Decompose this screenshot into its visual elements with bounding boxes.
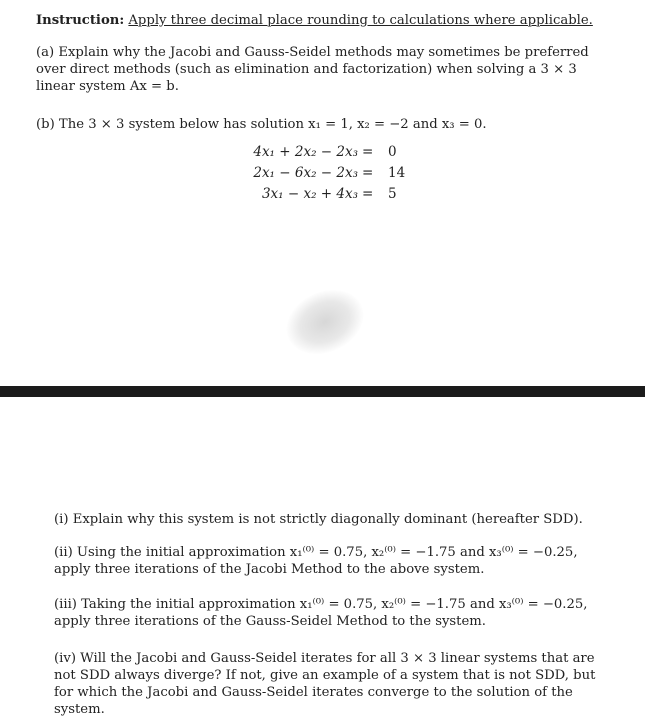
equation-row [246, 165, 358, 186]
question-ii-text: (ii) Using the initial approximation x₁⁽⁰⁾ = 0.75, x₂⁽⁰⁾ = −1.75 and x₃⁽⁰⁾ = −0.25, apply three iterations of the Jacobi Method to the above system. [54, 545, 578, 577]
equation-row [246, 144, 358, 165]
part-b: (b) The 3 × 3 system below has solution x₁ = 1, x₂ = −2 and x₃ = 0. [36, 117, 487, 132]
part-a: (a) Explain why the Jacobi and Gauss-Seidel methods may sometimes be preferred over direct methods (such as elimination and factorization) when solving a 3 × 3 linear system Ax = b. [36, 45, 589, 94]
equals-sign: = [362, 186, 374, 202]
question-iii [36, 596, 616, 630]
instruction [36, 12, 593, 29]
equation-lhs: 3x₁ − x₂ + 4x₃ [261, 186, 358, 202]
question-iv-text: (iv) Will the Jacobi and Gauss-Seidel iterates for all 3 × 3 linear systems that are not SDD always diverge? If not, give an example of a system that is not SDD, but for which the Jacobi and Gauss-Seidel iterates converge to the solution of the system. [54, 651, 596, 717]
equals-sign: = [362, 165, 374, 181]
equals-sign: = [362, 144, 374, 160]
question-i: (i) Explain why this system is not strictly diagonally dominant (hereafter SDD). [54, 512, 583, 527]
question-iv [36, 650, 616, 718]
equation-rhs: 5 [388, 186, 397, 202]
smudge-mark [276, 278, 374, 366]
question-iii-text: (iii) Taking the initial approximation x₁⁽⁰⁾ = 0.75, x₂⁽⁰⁾ = −1.75 and x₃⁽⁰⁾ = −0.25, apply three iterations of the Gauss-Seidel Method to the system. [54, 597, 588, 629]
equation-row [246, 186, 358, 207]
instruction-text: Apply three decimal place rounding to calculations where applicable. [128, 13, 593, 28]
equation-rhs: 0 [388, 144, 397, 160]
equation-system [246, 144, 406, 207]
equation-lhs: 2x₁ − 6x₂ − 2x₃ [253, 165, 358, 181]
equation-rhs: 14 [388, 165, 406, 181]
page-divider [0, 386, 645, 397]
question-ii [36, 544, 616, 578]
equation-lhs: 4x₁ + 2x₂ − 2x₃ [253, 144, 358, 160]
instruction-label: Instruction: [36, 13, 125, 28]
